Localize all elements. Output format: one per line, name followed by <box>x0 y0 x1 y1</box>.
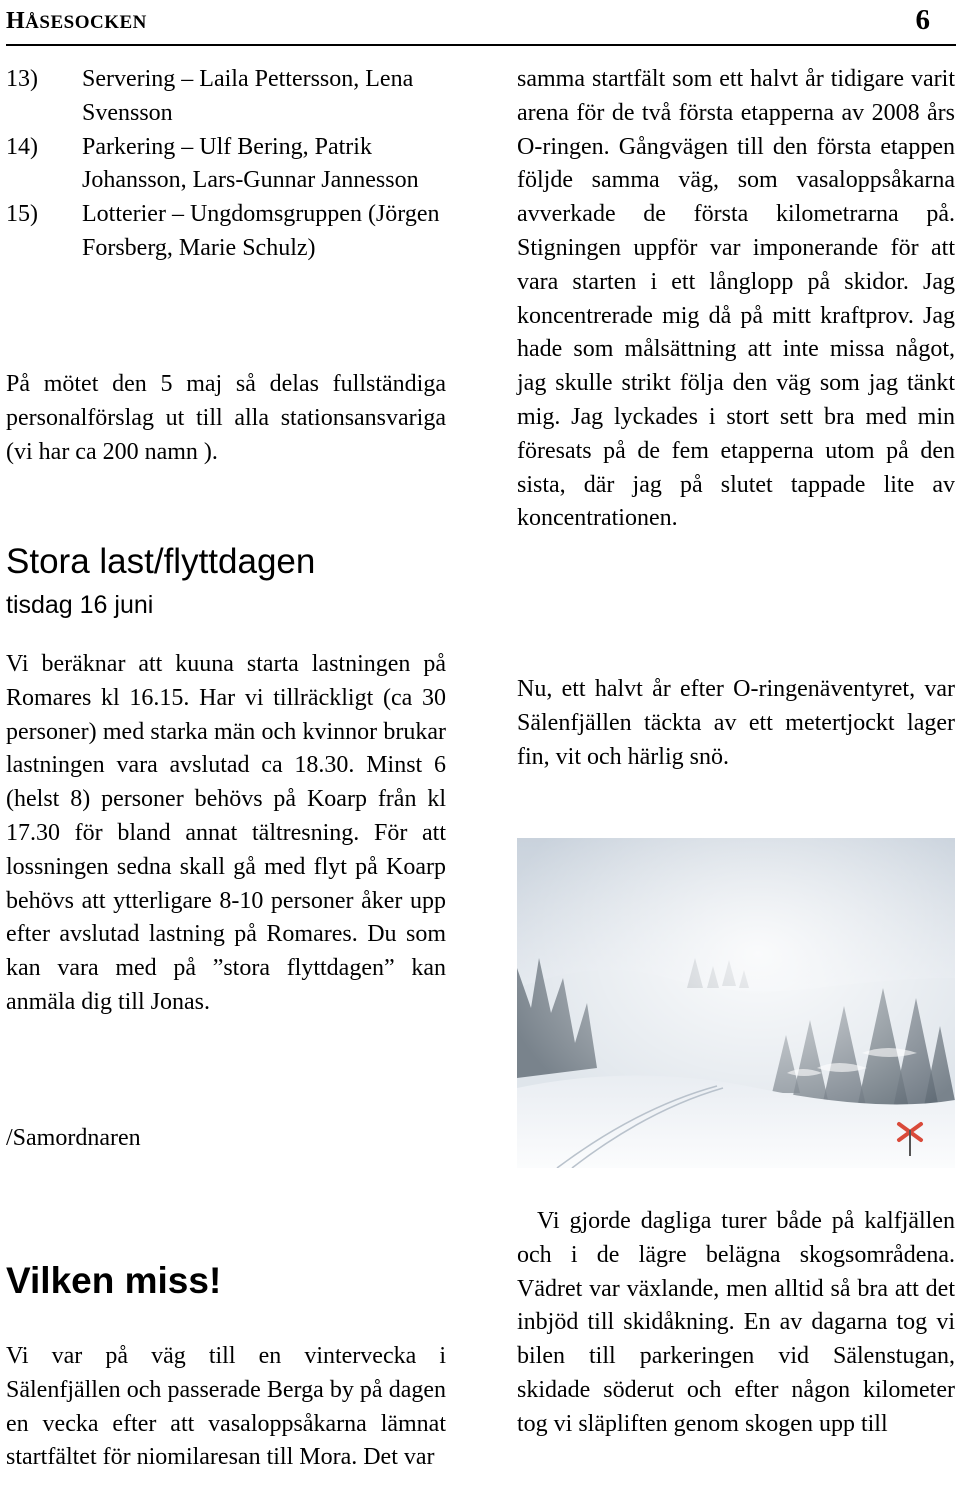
list-item-number: 15) <box>6 201 38 228</box>
article-paragraph-continued: samma startfält som ett halvt år tidigare varit arena för de två första etapperna av 2008 års O-ringen. Gångvägen till den första etappen följde samma väg, som vasaloppsåkarna avverkade de första kilometrarna på. Stigningen uppför var imponerande för att vara starten i ett långlopp på skidor. Jag koncentrerade mig då på mitt kraftprov. Jag hade som målsättning att inte missa något, jag skulle strikt följa den väg som jag tänkt mig. Jag lyckades i stort sett bra med min föresats på de fem etapperna utom på den sista, där jag på slutet tappade lite av koncentrationen. <box>517 66 955 532</box>
list-item-text: Parkering – Ulf Bering, Patrik Johansson, Lars-Gunnar Jannesson <box>82 133 419 194</box>
list-item-text: Lotterier – Ungdomsgruppen (Jörgen Forsberg, Marie Schulz) <box>82 201 440 261</box>
title-rest: ÅSESOCKEN <box>25 12 147 33</box>
section-date: tisdag 16 juni <box>6 591 154 619</box>
list-item <box>6 131 446 199</box>
volunteer-list <box>6 63 446 266</box>
title-initial: H <box>6 8 26 34</box>
page-number: 6 <box>915 4 930 36</box>
article-title: Vilken miss! <box>6 1260 222 1301</box>
list-item <box>6 63 446 131</box>
list-item <box>6 198 446 266</box>
article-paragraph: Vi var på väg till en vintervecka i Sälenfjällen och passerade Berga by på dagen en vecka efter att vasaloppsåkarna lämnat startfältet för niomilaresan till Mora. Det var <box>6 1343 446 1471</box>
article-paragraph-trips: Vi gjorde dagliga turer både på kalfjällen och i de lägre belägna skogsområdena. Vädret var växlande, men alltid så bra att det inbjöd till skidåkning. En av dagarna tog vi bilen till parkeringen vid Sälenstugan, skidade söderut och efter någon kilometer tog vi släpliften genom skogen upp till <box>517 1208 955 1437</box>
list-item-number: 13) <box>6 66 38 92</box>
signature: /Samordnaren <box>6 1125 141 1151</box>
page-header <box>6 0 956 46</box>
article-paragraph-snow: Nu, ett halvt år efter O-ringenäventyret, var Sälenfjällen täckta av ett metertjockt lager fin, vit och härlig snö. <box>517 676 955 770</box>
section-title: Stora last/flyttdagen <box>6 542 316 581</box>
list-item-text: Servering – Laila Pettersson, Lena Svensson <box>82 66 414 126</box>
meeting-paragraph: På mötet den 5 maj så delas fullständiga personalförslag ut till alla stationsansvariga (vi har ca 200 namn ). <box>6 371 446 465</box>
publication-title <box>6 8 147 35</box>
winter-landscape-photo <box>517 838 955 1168</box>
list-item-number: 14) <box>6 133 38 160</box>
moving-day-paragraph: Vi beräknar att kuuna starta lastningen på Romares kl 16.15. Har vi tillräckligt (ca 30 personer) med starka män och kvinnor brukar lastningen vara avslutad ca 18.30. Minst 6 (helst 8) personer behövs på Koarp från kl 17.30 för bland annat tältresning. För att lossningen sedna skall gå med flyt på Koarp behövs att ytterligare 8-10 personer åker upp efter avslutad lastning på Romares. Du som kan vara med på ”stora flyttdagen” kan anmäla dig till Jonas. <box>6 651 446 1015</box>
snowy-mountain-illustration <box>517 838 955 1168</box>
